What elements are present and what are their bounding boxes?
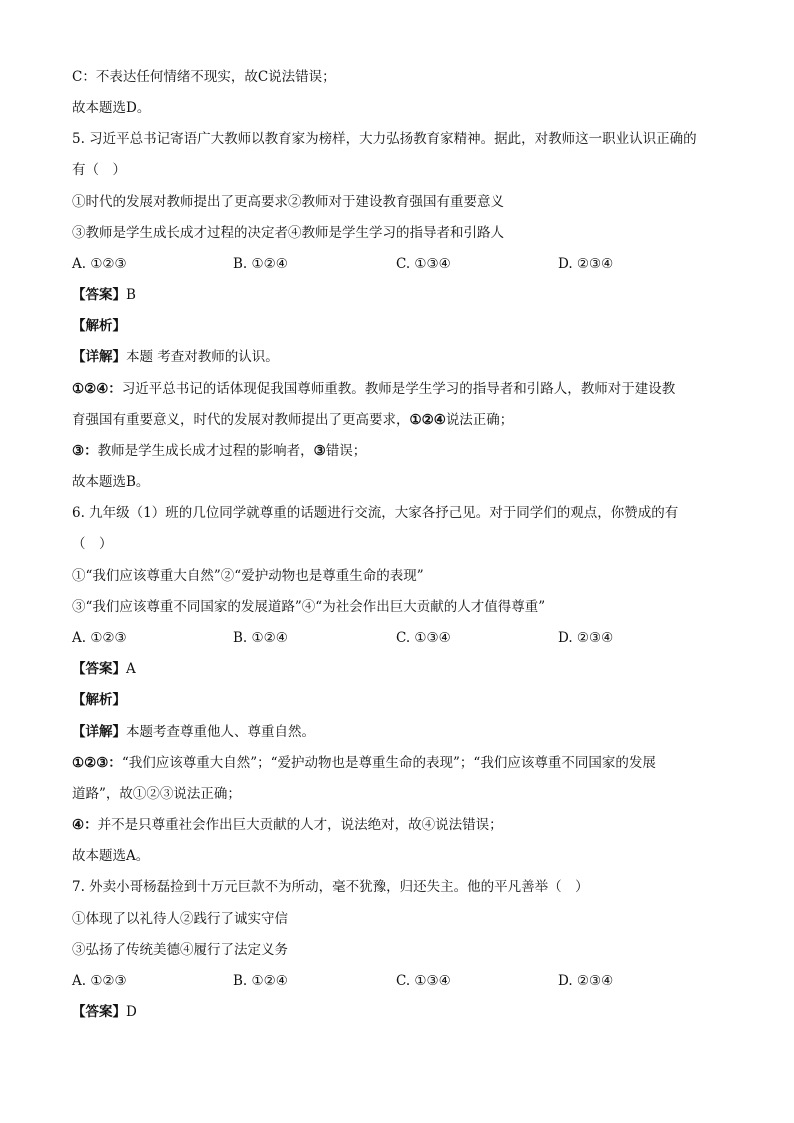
q7-answer	[72, 1003, 137, 1021]
explanation-text: “我们应该尊重大自然”；“爱护动物也是尊重生命的表现”；“我们应该尊重不同国家的发展	[121, 755, 656, 771]
q6-option-d: D. ②③④	[558, 630, 614, 646]
explanation-tag: ①②④	[409, 412, 446, 428]
q6-stem-cont: （ ）	[72, 536, 113, 552]
answer-tag: 【答案】	[72, 661, 126, 677]
explanation-tag: ①②③：	[72, 755, 122, 771]
explanation-text: 错误；	[325, 443, 367, 459]
q5-option-b: B. ①②④	[233, 256, 288, 272]
q5-statement: ③教师是学生成长成才过程的决定者④教师是学生学习的指导者和引路人	[72, 225, 504, 241]
detail-text: 本题 考查对教师的认识。	[126, 349, 279, 365]
q5-conclusion: 故本题选B。	[72, 474, 150, 490]
q7-statement: ①体现了以礼待人②践行了诚实守信	[72, 911, 288, 927]
detail-tag: 【详解】	[72, 724, 126, 740]
explanation-tag: ①②④：	[72, 381, 122, 397]
analysis-tag: 【解析】	[72, 318, 126, 334]
detail-text: 本题考查尊重他人、尊重自然。	[126, 724, 315, 740]
explanation-tag: ③：	[72, 443, 98, 459]
q6-statement: ③“我们应该尊重不同国家的发展道路”④“为社会作出巨大贡献的人才值得尊重”	[72, 599, 546, 615]
q7-stem: 7. 外卖小哥杨磊捡到十万元巨款不为所动，毫不犹豫，归还失主。他的平凡善举（ ）	[72, 879, 589, 895]
explanation-text: 教师是学生成长成才过程的影响者，	[97, 443, 314, 459]
q6-explanation-cont: 道路”，故①②③说法正确；	[72, 786, 241, 802]
explanation-text: 说法正确；	[445, 412, 514, 428]
q5-analysis-tag	[72, 317, 126, 335]
q5-option-c: C. ①③④	[396, 256, 451, 272]
q6-analysis-tag	[72, 691, 126, 709]
q5-answer	[72, 286, 136, 304]
q5-option-a: A. ①②③	[72, 256, 127, 272]
q7-option-a: A. ①②③	[72, 973, 127, 989]
q7-option-c: C. ①③④	[396, 973, 451, 989]
q5-option-d: D. ②③④	[558, 256, 614, 272]
answer-value: B	[126, 287, 136, 303]
q5-explanation	[72, 442, 366, 460]
q6-explanation	[72, 754, 656, 772]
q5-explanation	[72, 380, 675, 398]
q6-option-c: C. ①③④	[396, 630, 451, 646]
q5-explanation-cont	[72, 411, 513, 429]
q7-statement: ③弘扬了传统美德④履行了法定义务	[72, 942, 288, 958]
q5-detail	[72, 348, 279, 366]
q5-statement: ①时代的发展对教师提出了更高要求②教师对于建设教育强国有重要意义	[72, 194, 504, 210]
explanation-tag: ③	[313, 443, 326, 459]
q6-detail	[72, 723, 315, 741]
answer-value: A	[126, 661, 136, 677]
text-line: 故本题选D。	[72, 100, 151, 116]
q5-stem-cont: 有（ ）	[72, 162, 126, 178]
detail-tag: 【详解】	[72, 349, 126, 365]
answer-value: D	[126, 1004, 137, 1020]
explanation-text: 并不是只尊重社会作出巨大贡献的人才，说法绝对，故④说法错误；	[97, 817, 503, 833]
q6-option-b: B. ①②④	[233, 630, 288, 646]
analysis-tag: 【解析】	[72, 692, 126, 708]
text-line: C：不表达任何情绪不现实，故C说法错误；	[72, 69, 336, 85]
explanation-text: 育强国有重要意义，时代的发展对教师提出了更高要求，	[72, 412, 410, 428]
q6-stem: 6. 九年级（1）班的几位同学就尊重的话题进行交流，大家各抒己见。对于同学们的观点，你赞成的有	[72, 505, 679, 521]
q7-option-d: D. ②③④	[558, 973, 614, 989]
q5-stem: 5. 习近平总书记寄语广大教师以教育家为榜样，大力弘扬教育家精神。据此，对教师这一职业认识正确的	[72, 131, 697, 147]
q6-conclusion: 故本题选A。	[72, 848, 150, 864]
answer-tag: 【答案】	[72, 287, 126, 303]
answer-tag: 【答案】	[72, 1004, 126, 1020]
explanation-text: 习近平总书记的话体现促我国尊师重教。教师是学生学习的指导者和引路人，教师对于建设教	[121, 381, 676, 397]
q6-option-a: A. ①②③	[72, 630, 127, 646]
q6-statement: ①“我们应该尊重大自然”②“爱护动物也是尊重生命的表现”	[72, 568, 424, 584]
q6-explanation	[72, 816, 503, 834]
explanation-tag: ④：	[72, 817, 98, 833]
q6-answer	[72, 660, 136, 678]
q7-option-b: B. ①②④	[233, 973, 288, 989]
